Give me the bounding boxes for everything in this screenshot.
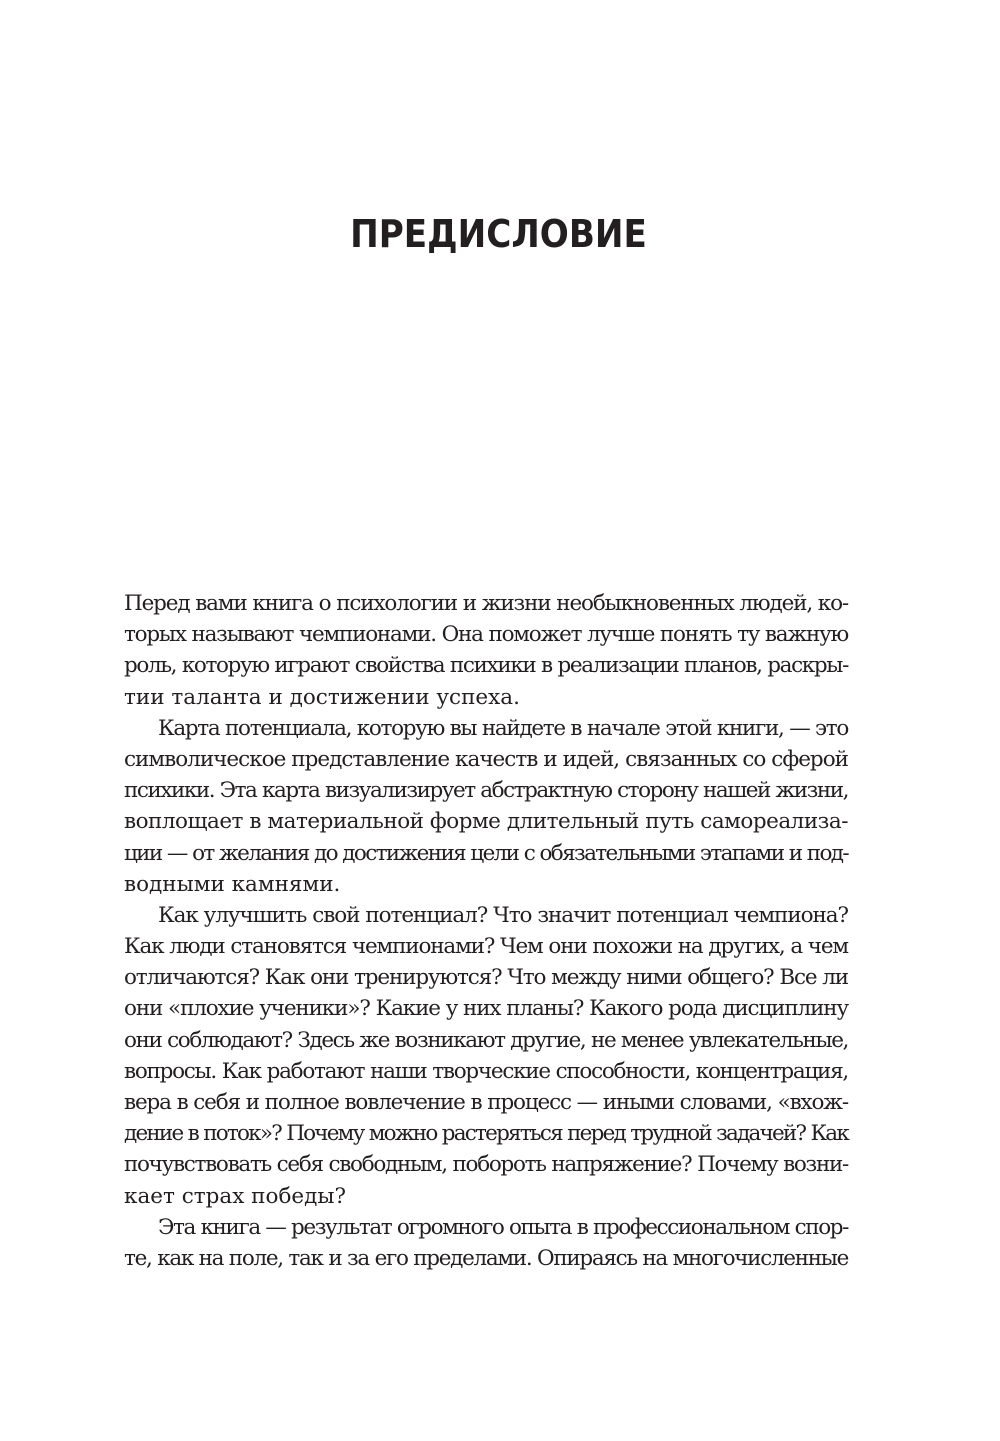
text-line: символическое представление качеств и идей, связанных со сферой bbox=[124, 746, 848, 772]
text-line: Как люди становятся чемпионами? Чем они похожи на других, а чем bbox=[124, 934, 848, 960]
body-text bbox=[124, 588, 848, 1274]
text-line: кает страх победы? bbox=[124, 1183, 347, 1209]
text-line: ции — от желания до достижения цели с обязательными этапами и под- bbox=[124, 840, 848, 866]
text-line: торых называют чемпионами. Она поможет лучше понять ту важную bbox=[124, 622, 848, 648]
text-line: вера в себя и полное вовлечение в процесс — иными словами, «вхож- bbox=[124, 1090, 848, 1115]
text-line: воплощает в материальной форме длительный путь самореализа- bbox=[124, 809, 848, 835]
paragraph-2 bbox=[124, 713, 848, 900]
text-line: дение в поток»? Почему можно растеряться перед трудной задачей? Как bbox=[124, 1121, 848, 1147]
text-line: Как улучшить свой потенциал? Что значит потенциал чемпиона? bbox=[158, 902, 848, 928]
text-line: они «плохие ученики»? Какие у них планы? Какого рода дисциплину bbox=[124, 996, 848, 1022]
text-line: тии таланта и достижении успеха. bbox=[124, 684, 520, 710]
text-line: психики. Эта карта визуализирует абстрактную сторону нашей жизни, bbox=[124, 778, 848, 804]
text-line: отличаются? Как они тренируются? Что между ними общего? Все ли bbox=[124, 965, 848, 991]
paragraph-4 bbox=[124, 1212, 848, 1274]
text-line: почувствовать себя свободным, побороть напряжение? Почему возни- bbox=[124, 1152, 848, 1178]
text-line: вопросы. Как работают наши творческие способности, концентрация, bbox=[124, 1058, 848, 1084]
text-line: Карта потенциала, которую вы найдете в начале этой книги, — это bbox=[158, 715, 848, 741]
text-line: они соблюдают? Здесь же возникают другие, не менее увлекательные, bbox=[124, 1027, 848, 1053]
text-line: те, как на поле, так и за его пределами. Опираясь на многочисленные bbox=[124, 1245, 848, 1271]
text-line: Перед вами книга о психологии и жизни необыкновенных людей, ко- bbox=[124, 591, 848, 616]
text-line: Эта книга — результат огромного опыта в профессиональном спор- bbox=[158, 1214, 848, 1240]
paragraph-1 bbox=[124, 588, 848, 713]
text-line: роль, которую играют свойства психики в реализации планов, раскры- bbox=[124, 653, 848, 679]
text-line: водными камнями. bbox=[124, 871, 341, 897]
paragraph-3 bbox=[124, 900, 848, 1212]
chapter-title: ПРЕДИСЛОВИЕ bbox=[350, 212, 647, 256]
